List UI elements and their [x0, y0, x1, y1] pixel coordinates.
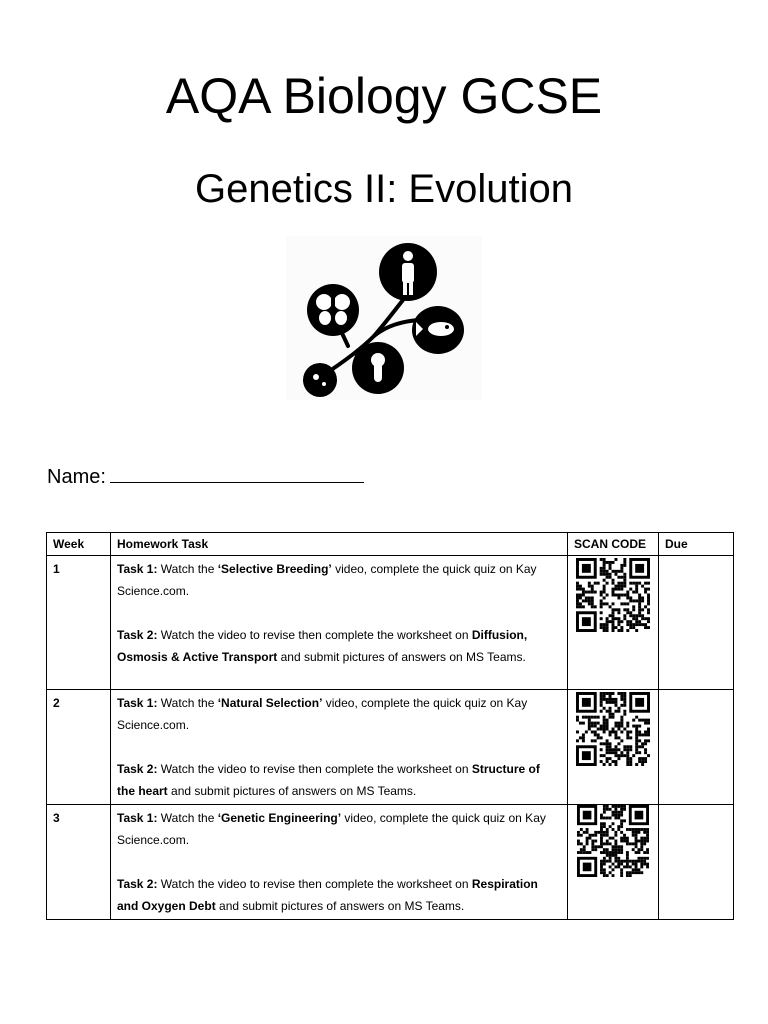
task2-label: Task 2:	[117, 628, 158, 642]
task1-topic: ‘Natural Selection’	[217, 696, 323, 710]
table-header-row	[47, 533, 734, 556]
task1-topic: ‘Genetic Engineering’	[217, 811, 342, 825]
table-row	[47, 556, 734, 690]
scan-code-cell	[568, 805, 659, 920]
task2-text: Watch the video to revise then complete the worksheet on	[157, 762, 472, 776]
scan-code-cell	[568, 690, 659, 805]
task1-text: Watch the	[157, 696, 218, 710]
task2-text-end: and submit pictures of answers on MS Teams.	[277, 650, 526, 664]
task1-topic: ‘Selective Breeding’	[217, 562, 332, 576]
header-task: Homework Task	[111, 533, 568, 556]
evolution-tree-icon	[286, 236, 482, 400]
due-cell[interactable]	[659, 556, 734, 690]
qr-code-icon[interactable]	[575, 558, 651, 632]
task1-label: Task 1:	[117, 562, 158, 576]
task-cell	[111, 556, 568, 690]
week-cell: 3	[47, 805, 111, 920]
page-subtitle: Genetics II: Evolution	[195, 167, 573, 211]
header-week: Week	[47, 533, 111, 556]
week-cell: 2	[47, 690, 111, 805]
week-cell: 1	[47, 556, 111, 690]
task-cell	[111, 690, 568, 805]
task1-label: Task 1:	[117, 696, 158, 710]
task1-text-end: video, complete the quick quiz on Kay Science.com.	[117, 811, 546, 847]
task1-text-end: video, complete the quick quiz on Kay Science.com.	[117, 562, 537, 598]
task2-text-end: and submit pictures of answers on MS Teams.	[215, 899, 465, 913]
name-field[interactable]	[47, 462, 364, 491]
task1-text: Watch the	[157, 811, 218, 825]
table-row	[47, 690, 734, 805]
page-title: AQA Biology GCSE	[165, 68, 603, 124]
task2-text-end: and submit pictures of answers on MS Teams.	[167, 784, 417, 798]
task1-label: Task 1:	[117, 811, 158, 825]
task1-text-end: video, complete the quick quiz on Kay Science.com.	[117, 696, 528, 732]
header-scan-code: SCAN CODE	[568, 533, 659, 556]
task2-label: Task 2:	[117, 877, 158, 891]
qr-code-icon[interactable]	[575, 805, 651, 877]
task1-text: Watch the	[157, 562, 218, 576]
task2-topic: Diffusion, Osmosis & Active Transport	[117, 628, 528, 664]
due-cell[interactable]	[659, 690, 734, 805]
task2-text: Watch the video to revise then complete the worksheet on	[157, 628, 472, 642]
qr-code-icon[interactable]	[575, 692, 651, 766]
homework-table	[46, 532, 734, 920]
name-blank-line[interactable]	[110, 462, 364, 483]
name-label: Name:	[47, 466, 106, 488]
task2-text: Watch the video to revise then complete the worksheet on	[157, 877, 472, 891]
task2-topic: Structure of the heart	[117, 762, 540, 798]
task2-topic: Respiration and Oxygen Debt	[117, 877, 538, 913]
due-cell[interactable]	[659, 805, 734, 920]
task-cell	[111, 805, 568, 920]
table-row	[47, 805, 734, 920]
scan-code-cell	[568, 556, 659, 690]
task2-label: Task 2:	[117, 762, 158, 776]
header-due: Due	[659, 533, 734, 556]
